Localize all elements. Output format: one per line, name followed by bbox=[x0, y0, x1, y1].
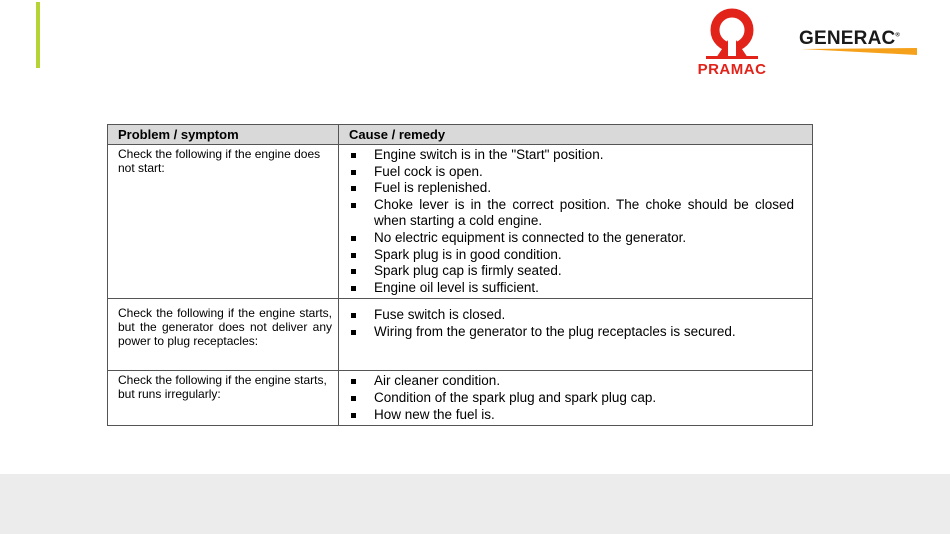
cause-item: Engine oil level is sufficient. bbox=[349, 280, 794, 297]
cause-item: Fuel is replenished. bbox=[349, 180, 794, 197]
pramac-mark-icon bbox=[706, 8, 758, 60]
cause-item: Air cleaner condition. bbox=[349, 373, 794, 390]
cause-list bbox=[349, 147, 794, 296]
table-row bbox=[108, 145, 813, 299]
pramac-wordmark: PRAMAC bbox=[697, 61, 767, 78]
generac-wordmark: GENERAC® bbox=[799, 28, 901, 49]
generac-logo bbox=[799, 28, 919, 58]
cause-item: Wiring from the generator to the plug receptacles is secured. bbox=[349, 324, 794, 341]
cause-item: Fuel cock is open. bbox=[349, 164, 794, 181]
footer-band bbox=[0, 474, 950, 534]
causes-cell bbox=[339, 145, 813, 299]
cause-item: Spark plug is in good condition. bbox=[349, 247, 794, 264]
table-header-row bbox=[108, 125, 813, 145]
table-row bbox=[108, 299, 813, 371]
cause-item: Engine switch is in the "Start" position. bbox=[349, 147, 794, 164]
cause-item: Condition of the spark plug and spark plug cap. bbox=[349, 390, 794, 407]
cause-item: Fuse switch is closed. bbox=[349, 307, 794, 324]
cause-item: Choke lever is in the correct position. The choke should be closed when starting a cold engine. bbox=[349, 197, 794, 230]
column-header-problem: Problem / symptom bbox=[108, 125, 339, 145]
cause-list bbox=[349, 373, 794, 423]
generac-registered-mark: ® bbox=[895, 32, 901, 39]
problem-cell: Check the following if the engine starts, but the generator does not deliver any power to plug receptacles: bbox=[108, 299, 339, 371]
cause-item: Spark plug cap is firmly seated. bbox=[349, 263, 794, 280]
causes-cell bbox=[339, 371, 813, 426]
problem-cell: Check the following if the engine starts, but runs irregularly: bbox=[108, 371, 339, 426]
causes-cell bbox=[339, 299, 813, 371]
pramac-logo bbox=[684, 8, 780, 78]
cause-list bbox=[349, 307, 794, 340]
cause-item: No electric equipment is connected to the generator. bbox=[349, 230, 794, 247]
generac-swoosh-icon bbox=[801, 48, 917, 56]
accent-bar bbox=[36, 2, 40, 68]
table-row bbox=[108, 371, 813, 426]
problem-cell: Check the following if the engine does not start: bbox=[108, 145, 339, 299]
cause-item: How new the fuel is. bbox=[349, 407, 794, 424]
troubleshooting-table bbox=[107, 124, 812, 426]
column-header-cause: Cause / remedy bbox=[339, 125, 813, 145]
